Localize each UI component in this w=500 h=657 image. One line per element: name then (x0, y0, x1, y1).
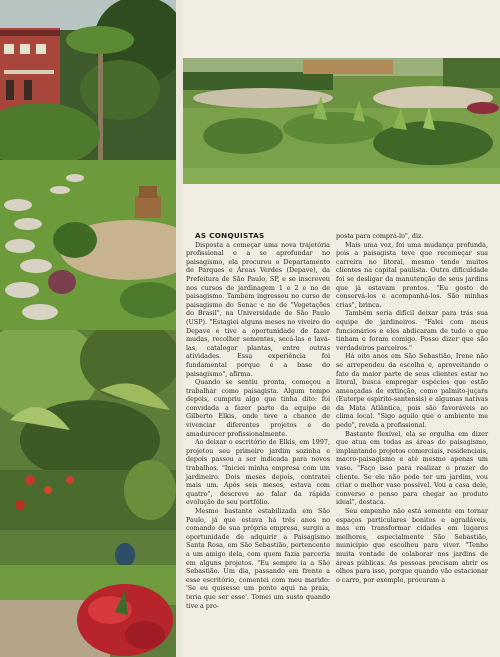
paragraph: Mesmo bastante estabilizada em São Paulo, já que estava há três anos no comando de sua própria empresa, surgiu a oportunidade de adquirir a Paisagismo Santa Rosa, em São Sebastião, pertencente a um amigo dela, com quem fazia parceria em alguns projetos. "Eu sempre ia a São Sebastião. Um dia, passando em frente a esse escritório, comentei com meu marido: 'Se eu quisesse um ponto aqui na praia, teria que ser esse'. Tomei um susto quando tive a pro- (186, 507, 330, 610)
garden-photo-beds (183, 58, 500, 184)
paragraph: Disposta a começar uma nova trajetória profissional e a se aprofundar no paisagismo, ela procurou o Departamento de Parques e Áreas Verdes (Depave), da Prefeitura de São Paulo, SP, e se inscreveu nos cursos de jardinagem 1 e 2 e no de paisagismo. Também ingressou no curso de paisagismo do Senac e no de "Vegetações do Brasil", na Universidade de São Paulo (USP). "Estagiei alguns meses no viveiro do Depave e tive a oportunidade de fazer mudas, recolher sementes, secá-las e lavá-las, catalogar plantas, entre outras atividades. Essa experiência foi fundamental porque é a base do paisagismo", afirma. (186, 240, 330, 378)
garden-photo-tropical-image (0, 330, 176, 657)
article-column-2 (336, 232, 488, 584)
garden-photo-beds-image (183, 58, 500, 184)
paragraph: Quando se sentiu pronta, começou a trabalhar como paisagista. Algum tempo depois, cumpriu algo que tinha dito: foi convidada a fazer parte da equipe de Gilberto Elkis, onde teve a chance de vivenciar diferentes projetos e de amadurecer profissionalmente. (186, 378, 330, 438)
paragraph: Ao deixar o escritório de Elkis, em 1997, projetou seu primeiro jardim sozinha e depois passou a ser indicada para novos trabalhos. "Iniciei minha empresa com um jardineiro. Dois meses depois, contratei mais um. Após seis meses, estava com quatro", descreve ao falar da rápida evolução de seu portfólio. (186, 438, 330, 507)
paragraph: Há oito anos em São Sebastião, Irene não se arrependeu da escolha e, aproveitando o fato da maior parte de seus clientes estar no litoral, busca empregar espécies que estão ameaçadas de extinção, como palmito-juçara (Euterpe espirito-santensis) e algumas nativas da Mata Atlântica, pois são favoráveis ao clima local. "Sigo aquilo que o ambiente me pede", revela a profissional. (336, 352, 488, 430)
garden-photo-tropical (0, 330, 176, 657)
article-column-1 (186, 232, 330, 610)
paragraph: posta para comprá-lo", diz. (336, 232, 424, 240)
paragraph: Seu empenho não está somente em tornar espaços particulares bonitos e agradáveis, mas em transformar cidades em lugares melhores, especialmente São Sebastião, município que escolheu para viver. "Tenho muita vontade de colaborar nos jardins de áreas públicas. As pessoas precisam abrir os olhos para isso, porque quando vão estacionar o carro, por exemplo, procuram a (336, 507, 488, 584)
page-gutter (176, 0, 183, 657)
paragraph: Também seria difícil deixar para trás sua equipe de jardineiros. "Falei com meus funcionários e eles abdicaram de tudo o que tinham e foram comigo. Posso dizer que são verdadeiros parceiros." (336, 309, 488, 352)
garden-photo-house-image (0, 0, 176, 330)
paragraph: Mais uma vez, foi uma mudança profunda, pois a paisagista teve que recomeçar sua carreira no litoral, mesmo tendo muitos clientes na capital paulista. Outra dificuldade foi se desligar da manutenção de seus jardins que já estavam prontos. "Eu gosto de conservá-los e acompanhá-los. São minhas crias", brinca. (336, 240, 488, 309)
garden-photo-house (0, 0, 176, 330)
section-title: AS CONQUISTAS (195, 231, 265, 240)
paragraph: Bastante flexível, ela se orgulha em dizer que atua em todas as áreas do paisagismo, implantando projetos comerciais, residenciais, macro-paisagismo e até mesmo apenas um vaso. "Faço isso para realizar o prazer do cliente. Se ele não pode ter um jardim, vou criar o melhor vaso possível. Vou a casa dele, converso e penso para chegar ao produto ideal", destaca. (336, 429, 488, 507)
